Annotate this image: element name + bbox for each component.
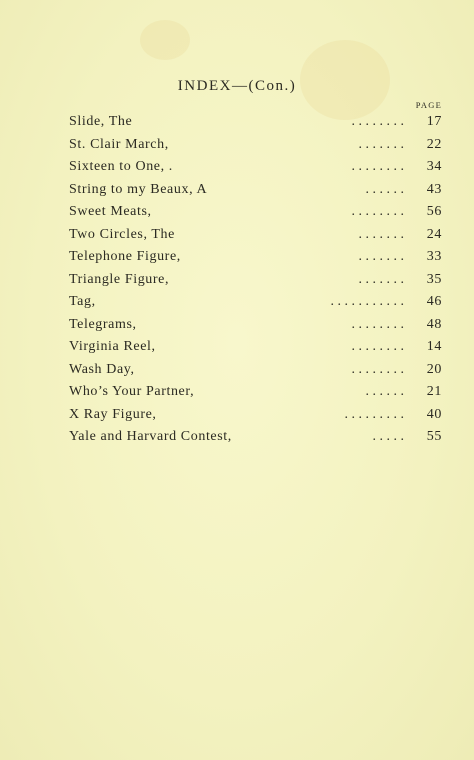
dot-leader: . . . . . . . . (351, 159, 404, 174)
dot-leader: . . . . . (372, 429, 404, 444)
dot-leader: . . . . . . . (358, 271, 404, 287)
page-column-label: PAGE (415, 100, 442, 110)
entry-title: St. Clair March, (69, 136, 169, 152)
index-entry (69, 314, 442, 337)
entry-page-number: 56 (426, 204, 442, 219)
entry-page-number: 46 (426, 294, 442, 309)
entry-page-number: 40 (426, 406, 442, 422)
entry-page-number: 35 (426, 271, 442, 287)
dot-leader: . . . . . . . . (351, 339, 404, 354)
dot-leader: . . . . . . . . . . . (330, 294, 404, 309)
entry-title: Virginia Reel, (69, 339, 156, 354)
entry-title: Triangle Figure, (69, 271, 170, 287)
entry-title: Sixteen to One, . (69, 159, 173, 174)
entry-page-number: 24 (426, 226, 442, 242)
index-entry (69, 201, 442, 224)
entry-title: Slide, The (69, 114, 133, 129)
entry-title: Who’s Your Partner, (69, 384, 195, 399)
dot-leader: . . . . . . . . (351, 114, 404, 129)
entry-page-number: 14 (426, 339, 442, 354)
index-entry (69, 426, 442, 449)
index-entry (69, 291, 442, 314)
dot-leader: . . . . . . . (358, 226, 404, 242)
dot-leader: . . . . . . . . (351, 204, 404, 219)
entry-page-number: 43 (426, 181, 442, 197)
index-entry (69, 336, 442, 359)
dot-leader: . . . . . . . (358, 136, 404, 152)
dot-leader: . . . . . . . (358, 249, 404, 264)
index-entry (69, 269, 442, 292)
entry-title: Tag, (69, 294, 96, 309)
index-entry (69, 134, 442, 157)
entry-title: X Ray Figure, (69, 406, 157, 422)
index-entry (69, 359, 442, 382)
entry-title: Two Circles, The (69, 226, 175, 242)
paper-stain (140, 20, 190, 60)
entry-page-number: 55 (426, 429, 442, 444)
entry-title: Telegrams, (69, 316, 137, 332)
index-list (69, 111, 442, 449)
entry-page-number: 22 (426, 136, 442, 152)
entry-title: Wash Day, (69, 361, 135, 377)
dot-leader: . . . . . . (365, 384, 404, 399)
index-entry (69, 404, 442, 427)
index-entry (69, 156, 442, 179)
entry-page-number: 20 (426, 361, 442, 377)
entry-page-number: 17 (426, 114, 442, 129)
index-entry (69, 111, 442, 134)
dot-leader: . . . . . . . . . (344, 406, 404, 422)
entry-page-number: 33 (426, 249, 442, 264)
entry-title: Yale and Harvard Contest, (69, 429, 232, 444)
index-title: INDEX—(Con.) (177, 78, 297, 94)
index-entry (69, 224, 442, 247)
index-entry (69, 179, 442, 202)
entry-title: Telephone Figure, (69, 249, 181, 264)
entry-title: Sweet Meats, (69, 204, 152, 219)
index-entry (69, 381, 442, 404)
entry-title: String to my Beaux, A (69, 181, 208, 197)
dot-leader: . . . . . . . . (351, 316, 404, 332)
entry-page-number: 48 (426, 316, 442, 332)
entry-page-number: 21 (426, 384, 442, 399)
index-entry (69, 246, 442, 269)
dot-leader: . . . . . . . . (351, 361, 404, 377)
dot-leader: . . . . . . (365, 181, 404, 197)
entry-page-number: 34 (426, 159, 442, 174)
